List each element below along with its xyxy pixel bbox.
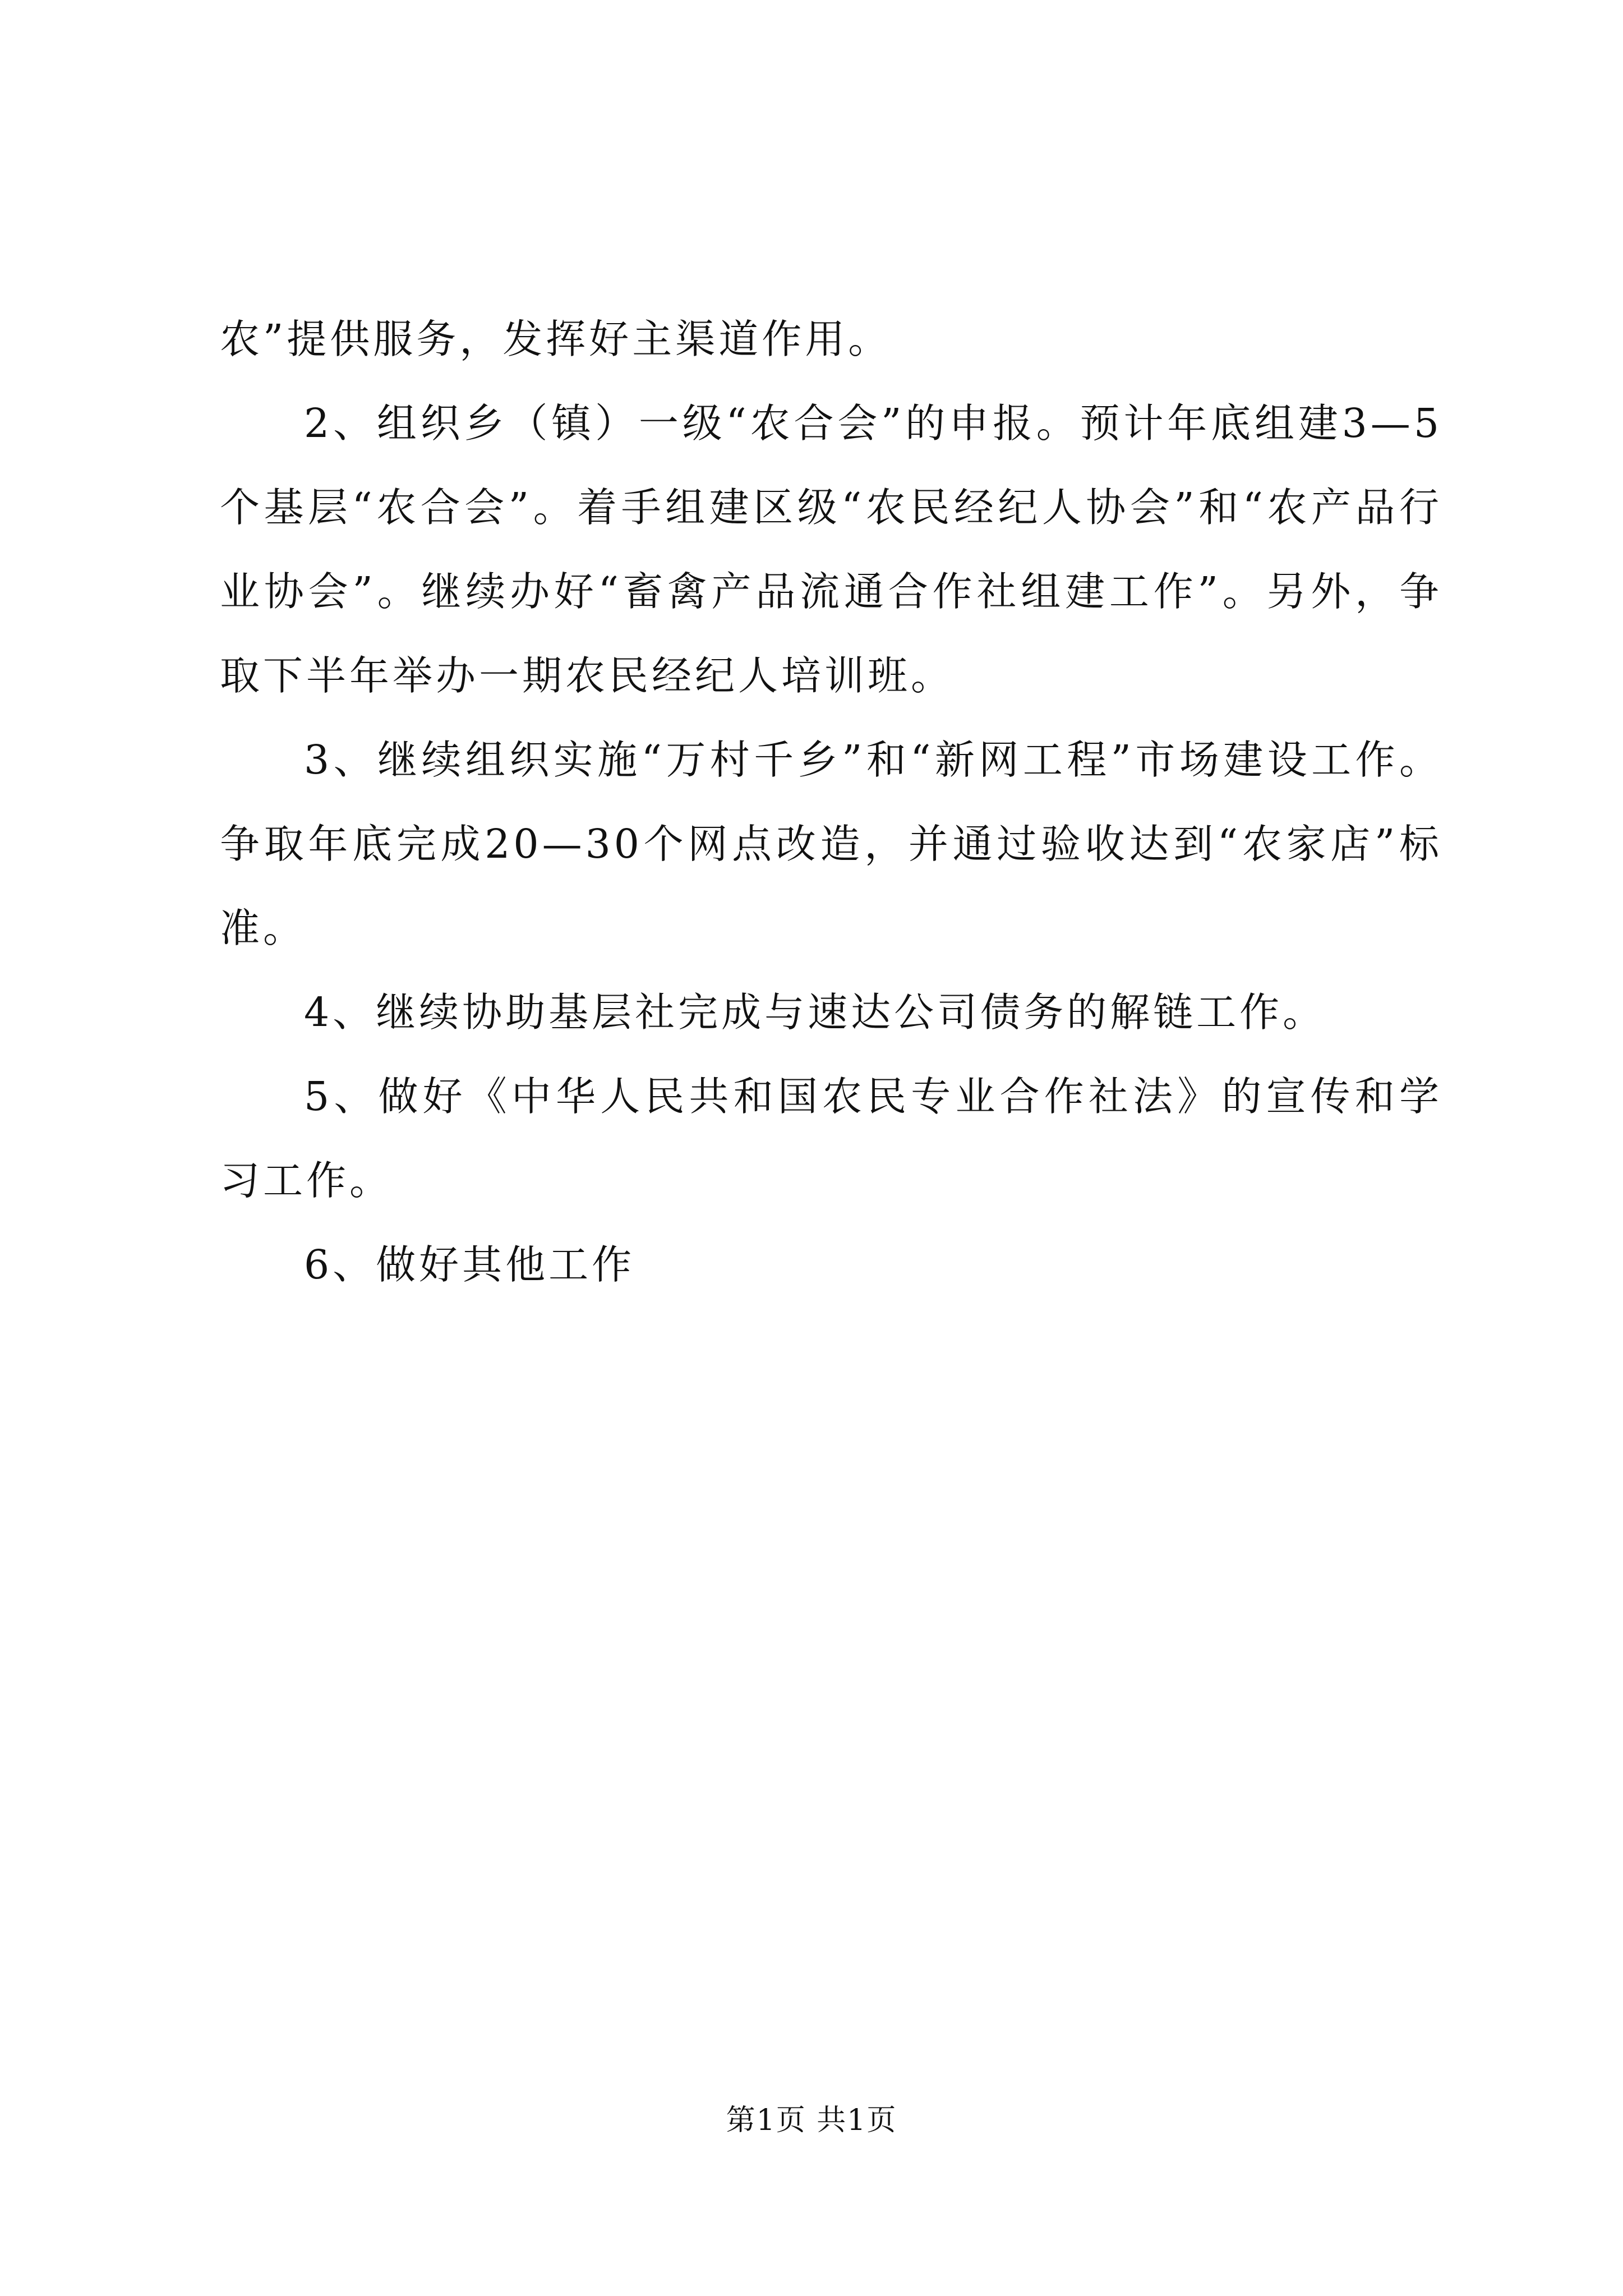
- document-body: [220, 297, 1442, 1307]
- paragraph-item-4: 4、继续协助基层社完成与速达公司债务的解链工作。: [304, 989, 1326, 1036]
- page-footer: 第1页 共1页: [726, 2104, 897, 2137]
- paragraph-continuation: 农”提供服务，发挥好主渠道作用。: [220, 316, 892, 362]
- paragraph-item-3: 3、继续组织实施“万村千乡”和“新网工程”市场建设工作。争取年底完成20—30个网点改造，并通过验收达到“农家店”标准。: [220, 737, 1442, 951]
- paragraph-item-2: 2、组织乡（镇）一级“农合会”的申报。预计年底组建3—5个基层“农合会”。着手组建区级“农民经纪人协会”和“农产品行业协会”。继续办好“畜禽产品流通合作社组建工作”。另外，争取下半年举办一期农民经纪人培训班。: [220, 400, 1442, 699]
- paragraph-item-5: 5、做好《中华人民共和国农民专业合作社法》的宣传和学习工作。: [220, 1073, 1442, 1204]
- paragraph-item-6: 6、做好其他工作: [304, 1241, 635, 1288]
